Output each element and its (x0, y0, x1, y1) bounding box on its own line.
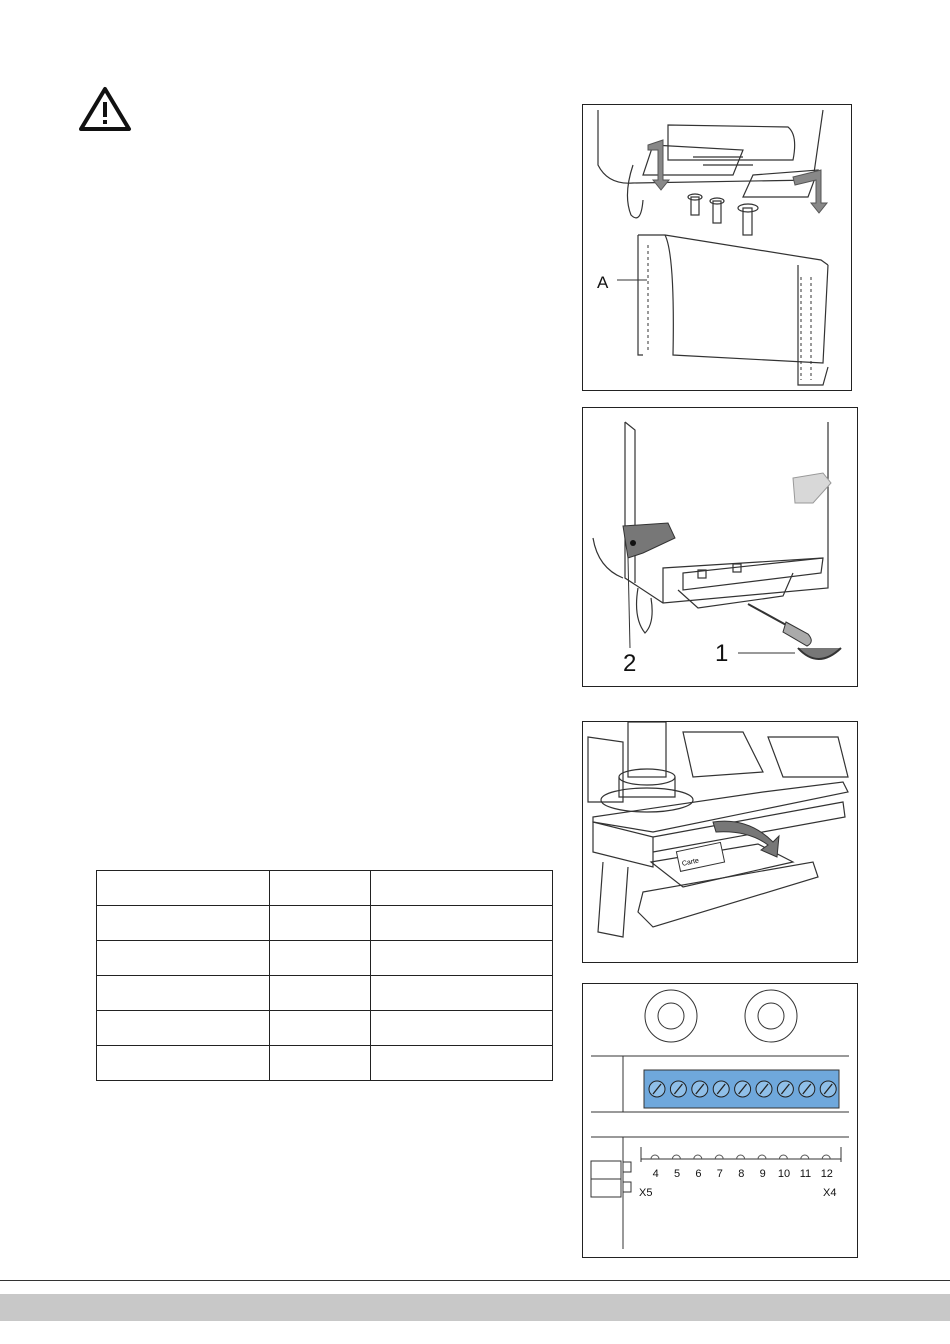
connector-x5-label: X5 (639, 1187, 653, 1199)
figure-boiler-screwdriver (582, 407, 858, 687)
terminal-number: 5 (674, 1168, 681, 1180)
label-a: A (597, 273, 609, 292)
label-1: 1 (715, 640, 729, 667)
table-cell (97, 941, 270, 976)
table-cell (269, 871, 371, 906)
terminal-block-drawing (583, 984, 857, 1257)
terminal-number: 12 (820, 1168, 833, 1180)
footer-divider (0, 1280, 950, 1281)
warning-triangle-icon (78, 86, 132, 132)
table-cell (97, 976, 270, 1011)
footer-band (0, 1294, 950, 1321)
table-cell (371, 906, 553, 941)
label-2: 2 (623, 650, 637, 677)
terminal-number: 9 (759, 1168, 766, 1180)
table-cell (97, 1046, 270, 1081)
table-row (97, 1011, 553, 1046)
terminal-number: 7 (716, 1168, 723, 1180)
terminal-number: 4 (652, 1168, 659, 1180)
terminal-number: 11 (799, 1168, 812, 1180)
terminal-numbers (645, 1168, 838, 1180)
terminal-number: 10 (777, 1168, 791, 1180)
card-text: Carte (681, 857, 700, 868)
table-cell (269, 906, 371, 941)
table-cell (269, 941, 371, 976)
table-cell (97, 1011, 270, 1046)
figure-control-box-open (582, 721, 858, 963)
connector-x4-label: X4 (823, 1187, 837, 1199)
table-cell (371, 871, 553, 906)
table-cell (269, 1011, 371, 1046)
figure-terminal-block (582, 983, 858, 1258)
terminal-number: 8 (738, 1168, 745, 1180)
screwdriver-icon (748, 604, 811, 646)
control-box-drawing (583, 722, 857, 962)
table-row (97, 1046, 553, 1081)
table-row (97, 871, 553, 906)
data-table (96, 870, 553, 1081)
table-cell (97, 871, 270, 906)
table-row (97, 906, 553, 941)
figure-boiler-cover (582, 104, 852, 391)
table-cell (371, 941, 553, 976)
terminal-number: 6 (695, 1168, 702, 1180)
table-cell (371, 1011, 553, 1046)
table-cell (371, 1046, 553, 1081)
boiler-cover-drawing (583, 105, 851, 390)
table-row (97, 976, 553, 1011)
table-row (97, 941, 553, 976)
table-cell (371, 976, 553, 1011)
table-cell (269, 976, 371, 1011)
table-cell (97, 906, 270, 941)
table-cell (269, 1046, 371, 1081)
